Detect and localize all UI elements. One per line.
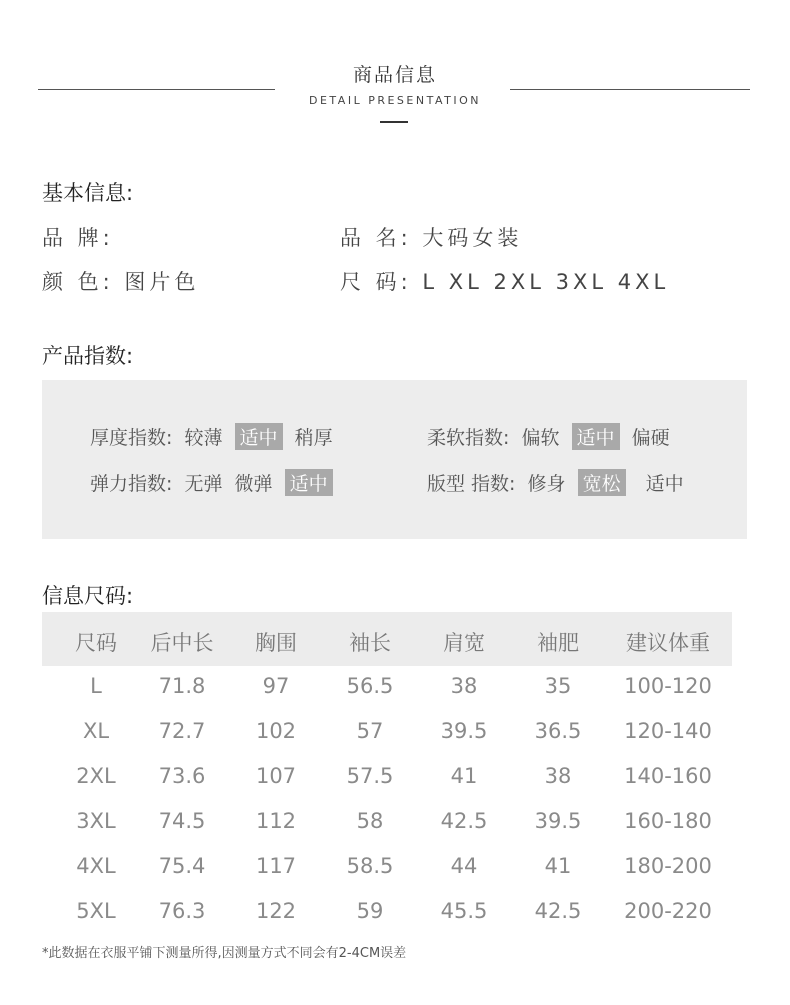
index-option-selected: 宽松 xyxy=(578,469,626,496)
section-title: 商品信息 xyxy=(352,64,437,86)
table-cell: 45.5 xyxy=(440,899,488,923)
column-header: 建议体重 xyxy=(626,631,710,655)
table-cell: 58.5 xyxy=(346,854,394,878)
table-cell: 102 xyxy=(255,719,297,743)
index-option: 稍厚 xyxy=(294,427,333,449)
header-rule-right xyxy=(510,89,750,90)
column-header: 肩宽 xyxy=(443,631,485,655)
index-option-selected: 适中 xyxy=(572,423,620,450)
title-underline xyxy=(380,121,408,123)
product-index-panel xyxy=(42,380,747,539)
table-cell: 38 xyxy=(450,674,478,698)
product-index-heading: 产品指数: xyxy=(42,344,134,368)
column-header: 尺码 xyxy=(75,631,117,655)
table-cell: 100-120 xyxy=(624,674,712,698)
table-cell: 58 xyxy=(356,809,384,833)
table-cell: 117 xyxy=(255,854,297,878)
table-cell: 2XL xyxy=(76,764,116,788)
table-cell: 57 xyxy=(356,719,384,743)
table-cell: 122 xyxy=(255,899,297,923)
table-cell: 5XL xyxy=(76,899,116,923)
column-header: 胸围 xyxy=(255,631,297,655)
table-cell: 180-200 xyxy=(624,854,712,878)
table-cell: 112 xyxy=(255,809,297,833)
index-label: 弹力指数: xyxy=(90,473,173,495)
table-cell: L xyxy=(90,674,102,698)
basic-info-heading: 基本信息: xyxy=(42,181,134,205)
column-header: 后中长 xyxy=(150,631,214,655)
table-cell: 56.5 xyxy=(346,674,394,698)
index-option: 修身 xyxy=(527,473,566,495)
size-info: 尺 码: L XL 2XL 3XL 4XL xyxy=(340,270,670,294)
table-cell: 97 xyxy=(262,674,290,698)
table-cell: 71.8 xyxy=(158,674,206,698)
table-cell: 38 xyxy=(544,764,572,788)
table-cell: 4XL xyxy=(76,854,116,878)
column-header: 袖长 xyxy=(349,631,391,655)
table-cell: 36.5 xyxy=(534,719,582,743)
table-cell: 74.5 xyxy=(158,809,206,833)
index-option: 微弹 xyxy=(234,473,273,495)
table-cell: 3XL xyxy=(76,809,116,833)
table-cell: 140-160 xyxy=(624,764,712,788)
color-info: 颜 色: 图片色 xyxy=(42,270,200,294)
softness-index xyxy=(427,423,676,450)
size-table-heading: 信息尺码: xyxy=(42,584,134,608)
column-header: 袖肥 xyxy=(537,631,579,655)
index-option-selected: 适中 xyxy=(285,469,333,496)
table-cell: 42.5 xyxy=(440,809,488,833)
measurement-note: *此数据在衣服平铺下测量所得,因测量方式不同会有2-4CM误差 xyxy=(42,946,407,961)
section-subtitle: DETAIL PRESENTATION xyxy=(309,94,481,107)
elasticity-index xyxy=(90,469,339,496)
index-option: 偏硬 xyxy=(631,427,670,449)
table-cell: 39.5 xyxy=(440,719,488,743)
table-cell: 41 xyxy=(544,854,572,878)
index-option: 无弹 xyxy=(184,473,223,495)
product-name: 品 名: 大码女装 xyxy=(340,226,523,250)
index-label: 柔软指数: xyxy=(427,427,510,449)
header-rule-left xyxy=(38,89,275,90)
thickness-index xyxy=(90,423,339,450)
table-cell: 35 xyxy=(544,674,572,698)
table-cell: 44 xyxy=(450,854,478,878)
table-cell: 75.4 xyxy=(158,854,206,878)
table-cell: 107 xyxy=(255,764,297,788)
table-cell: 120-140 xyxy=(624,719,712,743)
table-cell: 160-180 xyxy=(624,809,712,833)
brand-label: 品 牌: xyxy=(42,226,114,250)
table-cell: 200-220 xyxy=(624,899,712,923)
table-cell: 57.5 xyxy=(346,764,394,788)
table-cell: 73.6 xyxy=(158,764,206,788)
index-option: 适中 xyxy=(645,473,684,495)
table-cell: 59 xyxy=(356,899,384,923)
table-cell: 72.7 xyxy=(158,719,206,743)
index-option: 较薄 xyxy=(184,427,223,449)
table-cell: 41 xyxy=(450,764,478,788)
index-label: 厚度指数: xyxy=(90,427,173,449)
table-cell: 39.5 xyxy=(534,809,582,833)
table-cell: 42.5 xyxy=(534,899,582,923)
table-cell: XL xyxy=(82,719,110,743)
index-label: 版型 指数: xyxy=(427,473,516,495)
index-option-selected: 适中 xyxy=(235,423,283,450)
index-option: 偏软 xyxy=(521,427,560,449)
table-cell: 76.3 xyxy=(158,899,206,923)
fit-index xyxy=(427,469,690,496)
